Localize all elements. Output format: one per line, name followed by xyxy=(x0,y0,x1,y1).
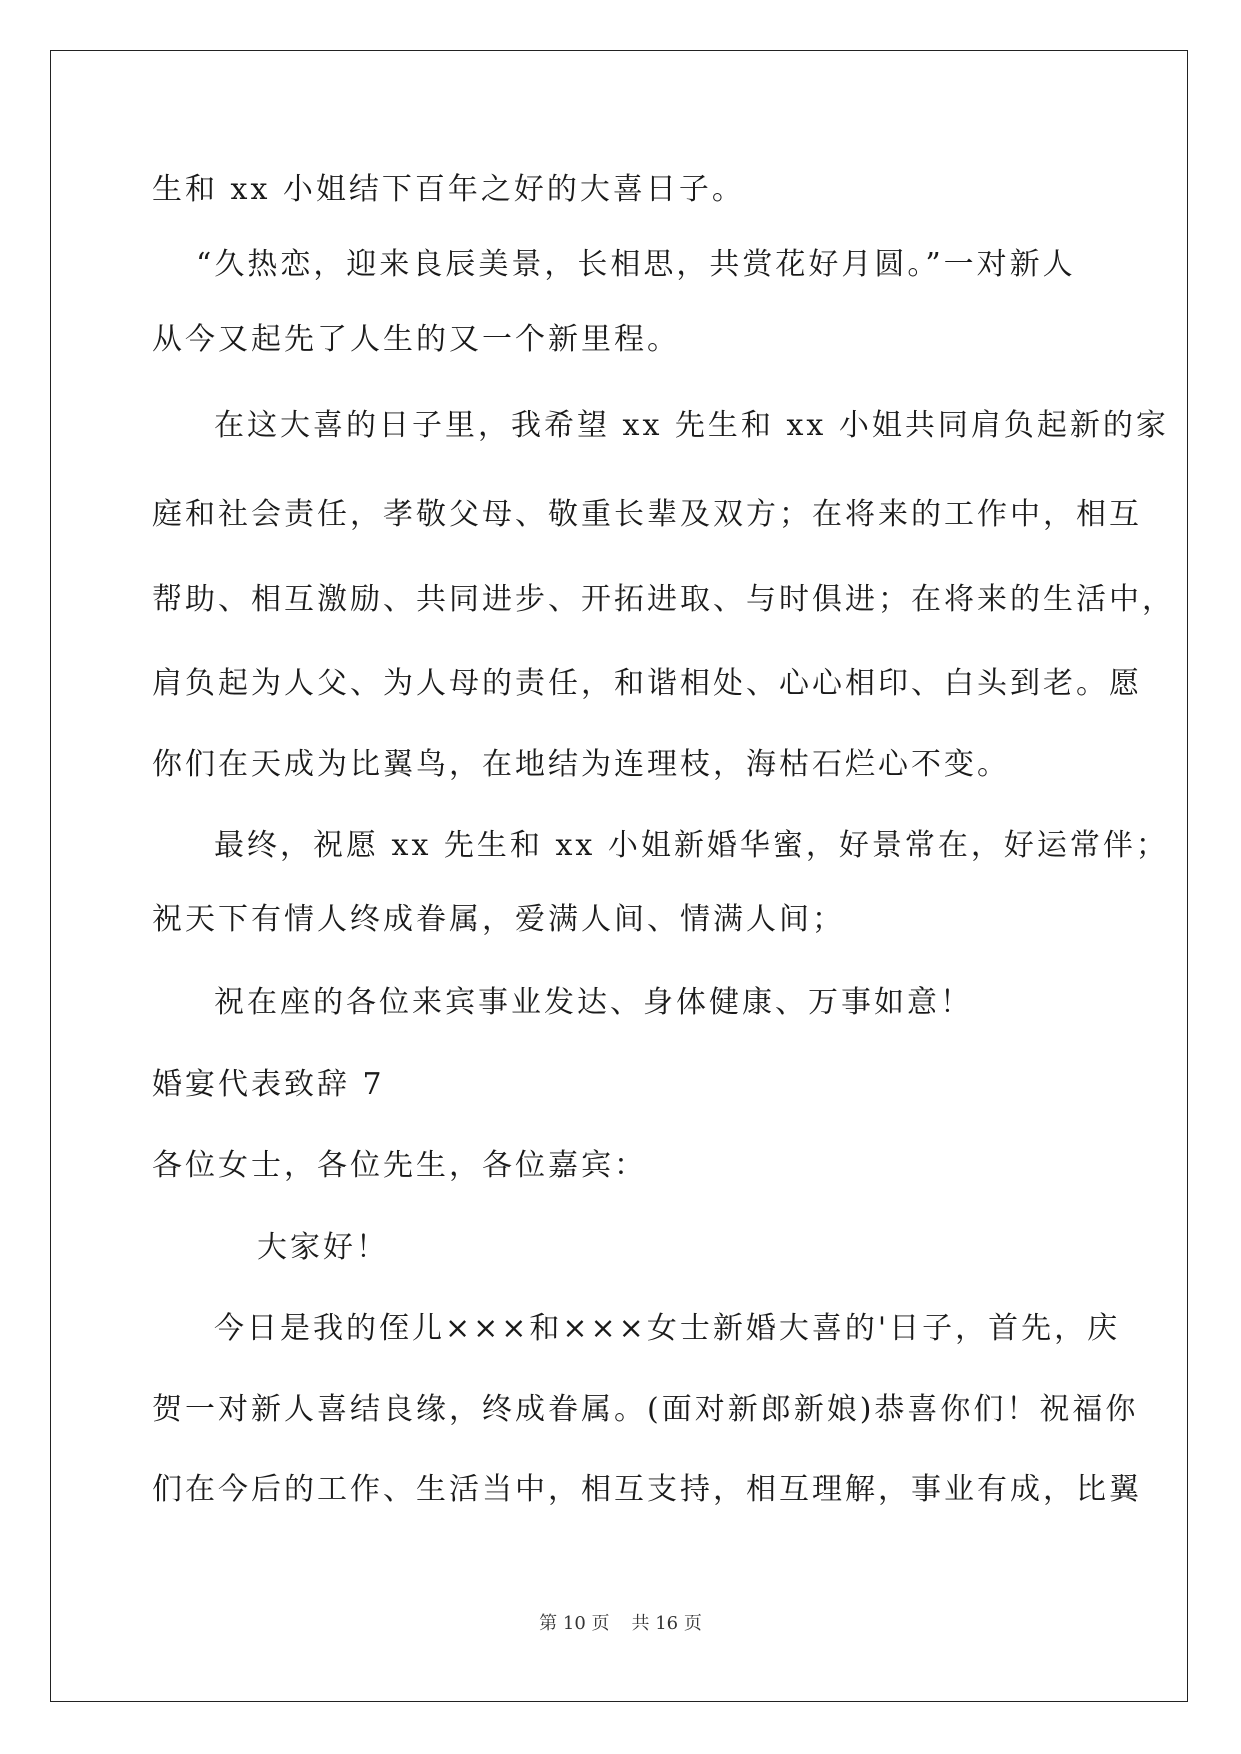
body-text-line: 帮助、相互激励、共同进步、开拓进取、与时俱进；在将来的生活中， xyxy=(152,582,1175,617)
body-text-line: 你们在天成为比翼鸟，在地结为连理枝，海枯石烂心不变。 xyxy=(152,747,1010,782)
page-footer xyxy=(0,1612,1241,1636)
body-text-line: 庭和社会责任，孝敬父母、敬重长辈及双方；在将来的工作中，相互 xyxy=(152,497,1142,532)
salutation: 各位女士，各位先生，各位嘉宾： xyxy=(152,1148,647,1183)
page-number: 第 10 页 xyxy=(539,1613,610,1634)
body-text-line: “久热恋，迎来良辰美景，长相思，共赏花好月圆。”一对新人 xyxy=(196,247,1076,282)
page-total: 共 16 页 xyxy=(631,1613,702,1634)
body-text-line: 最终，祝愿 xx 先生和 xx 小姐新婚华蜜，好景常在，好运常伴； xyxy=(214,828,1169,863)
body-text-line: 祝天下有情人终成眷属，爱满人间、情满人间； xyxy=(152,902,845,937)
page-border xyxy=(50,50,1188,1702)
section-heading: 婚宴代表致辞 7 xyxy=(152,1067,385,1102)
body-text-line: 今日是我的侄儿×××和×××女士新婚大喜的'日子，首先，庆 xyxy=(214,1311,1121,1346)
body-text-line: 从今又起先了人生的又一个新里程。 xyxy=(152,322,680,357)
body-text-line: 生和 xx 小姐结下百年之好的大喜日子。 xyxy=(152,172,745,207)
body-text-line: 们在今后的工作、生活当中，相互支持，相互理解，事业有成，比翼 xyxy=(152,1472,1142,1507)
body-text-line: 祝在座的各位来宾事业发达、身体健康、万事如意！ xyxy=(214,985,973,1020)
body-text-line: 贺一对新人喜结良缘，终成眷属。(面对新郎新娘)恭喜你们！祝福你 xyxy=(152,1392,1139,1427)
body-text-line: 肩负起为人父、为人母的责任，和谐相处、心心相印、白头到老。愿 xyxy=(152,666,1142,701)
body-text-line: 在这大喜的日子里，我希望 xx 先生和 xx 小姐共同肩负起新的家 xyxy=(214,408,1169,443)
greeting: 大家好！ xyxy=(257,1230,389,1265)
